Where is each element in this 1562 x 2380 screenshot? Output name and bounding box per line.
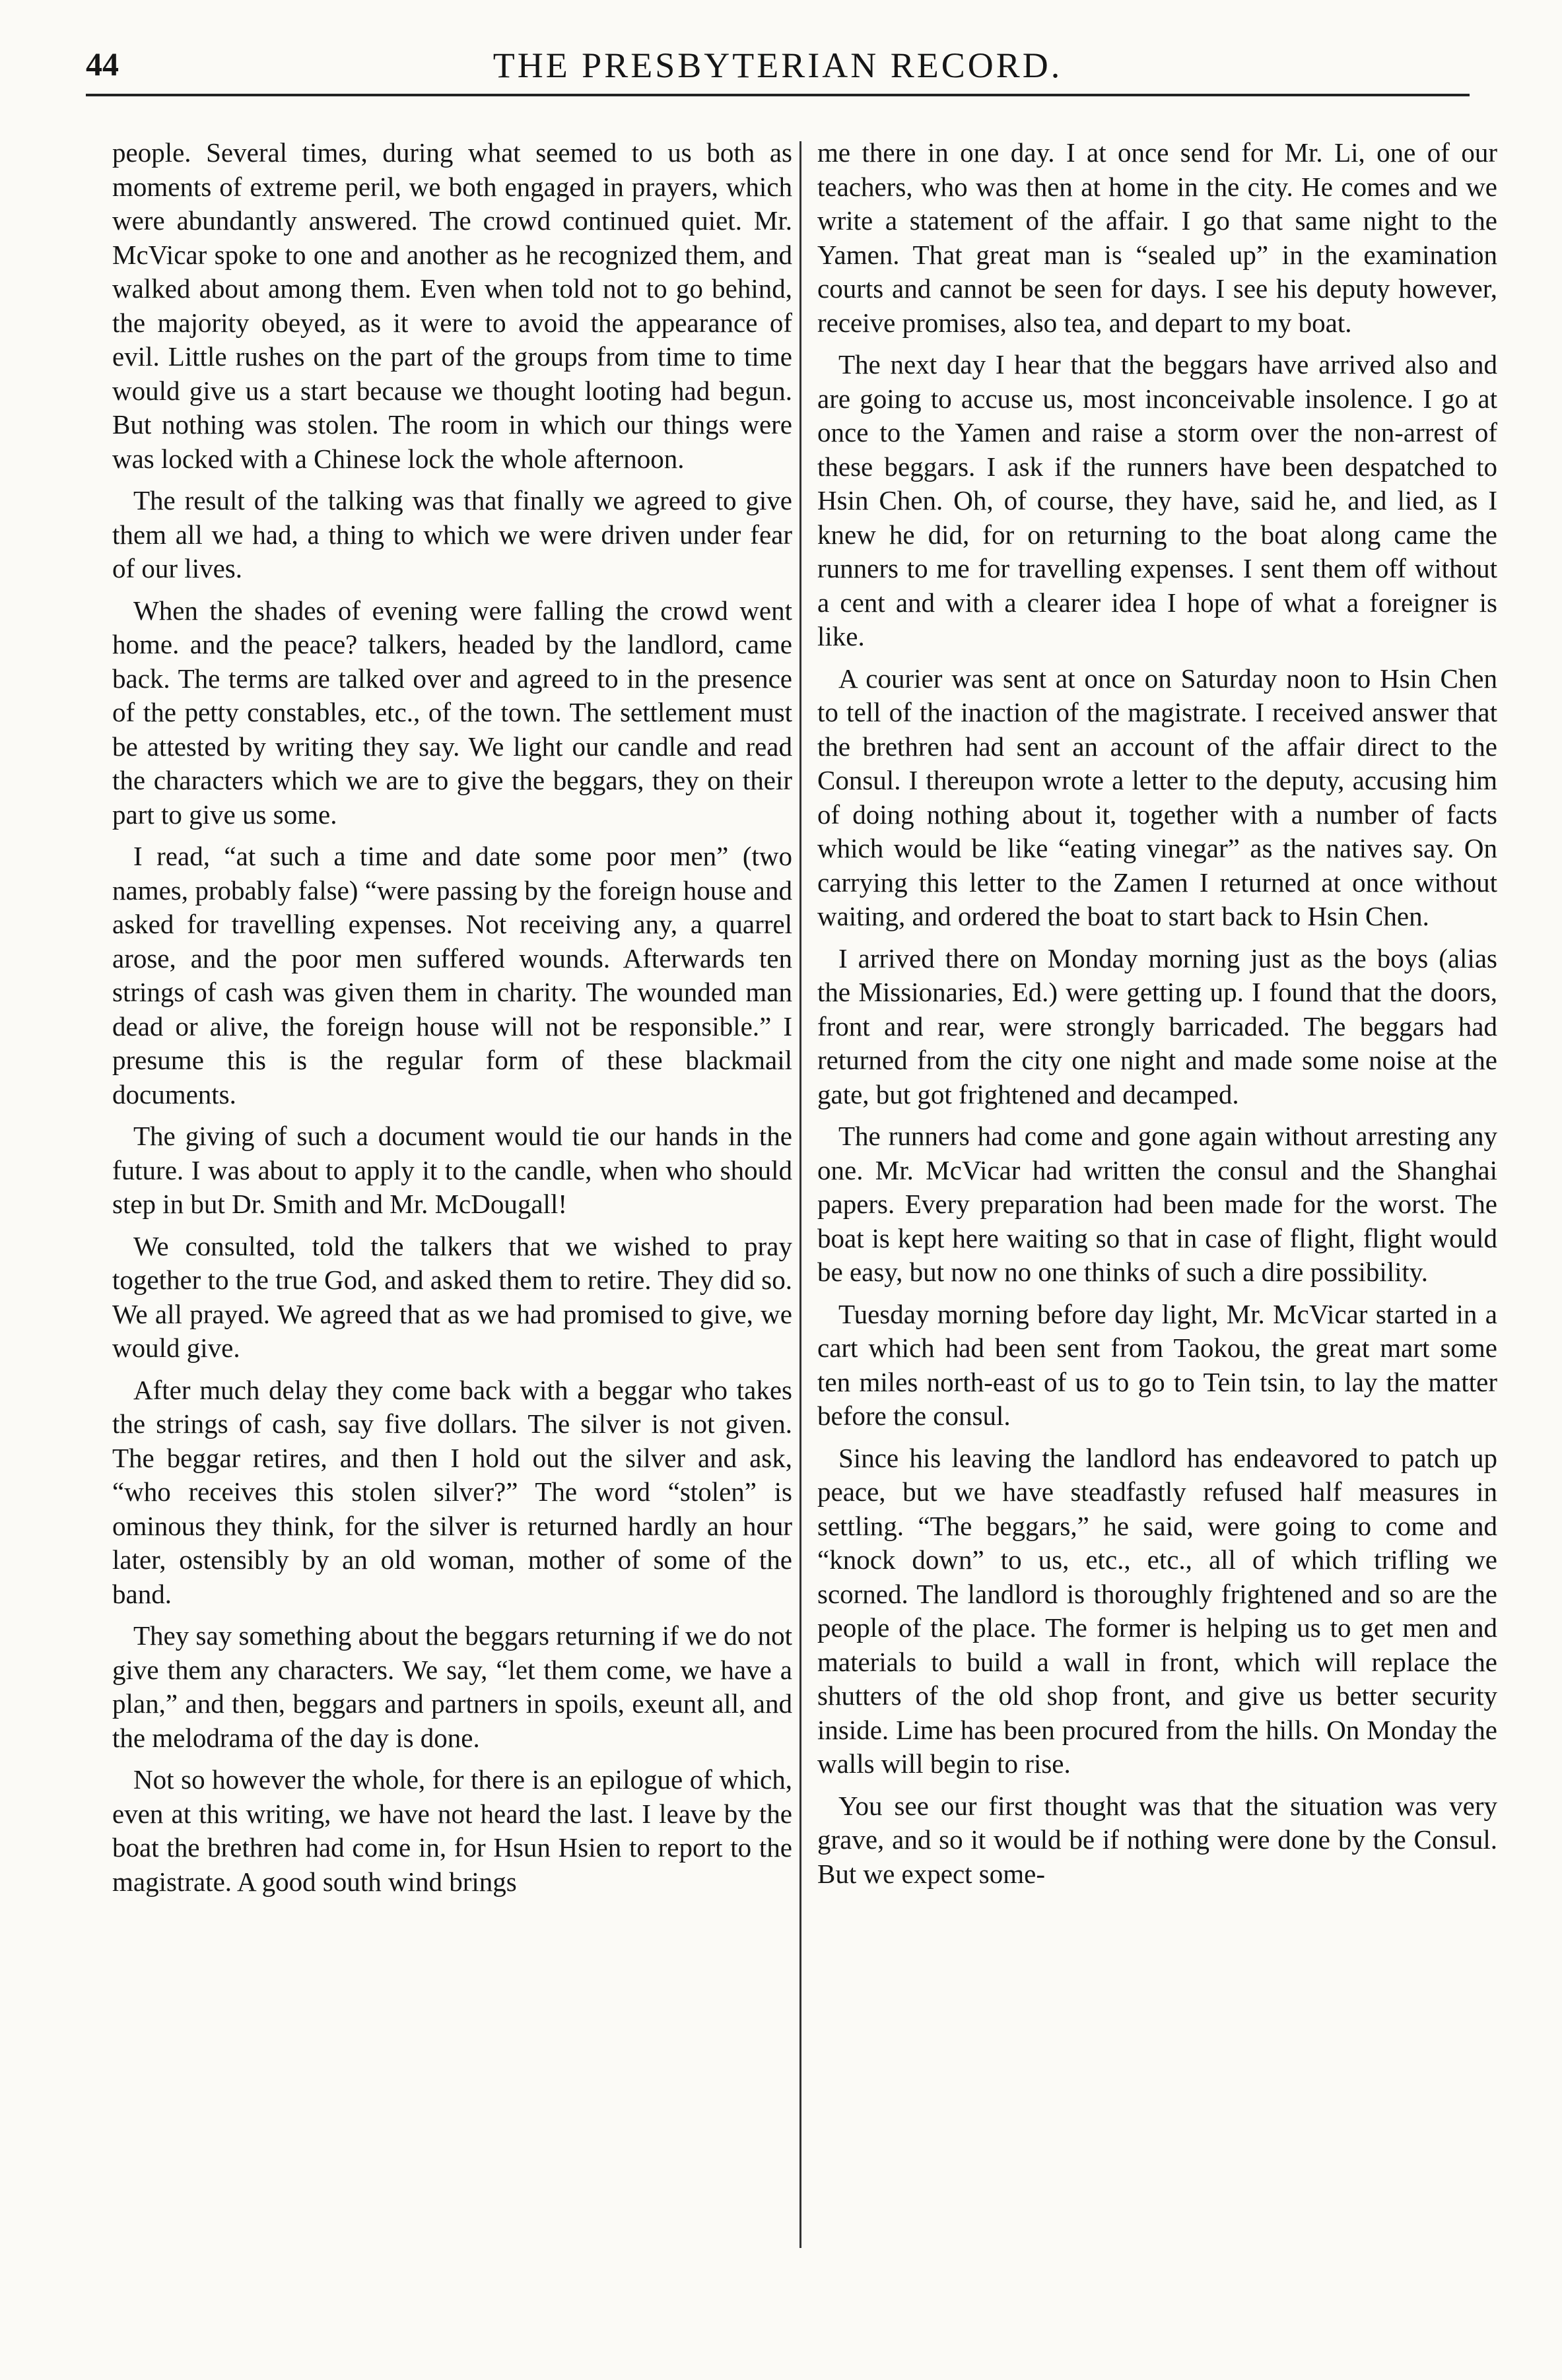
column-divider <box>799 141 801 2248</box>
page-number: 44 <box>86 46 119 83</box>
left-column <box>112 136 792 2281</box>
paragraph: Since his leaving the landlord has endeavored to patch up peace, but we have steadfastly refused half measures in settling. “The beggars,” he said, were going to come and “knock down” to us, etc., etc., all of which trifling we scorned. The landlord is thoroughly frightened and so are the people of the place. The former is helping us to get men and materials to build a wall in front, which will replace the shutters of the old shop front, and give us better security inside. Lime has been procured from the hills. On Monday the walls will begin to rise. <box>817 1442 1497 1779</box>
page-header <box>86 40 1470 92</box>
paragraph: The giving of such a document would tie our hands in the future. I was about to apply it to the candle, when who should step in but Dr. Smith and Mr. McDougall! <box>112 1121 792 1219</box>
paragraph: A courier was sent at once on Saturday noon to Hsin Chen to tell of the inaction of the magistrate. I received answer that the brethren had sent an account of the affair direct to the Consul. I thereupon wrote a letter to the deputy, accusing him of doing nothing about it, together with a number of facts which would be like “eating vinegar” as the natives say. On carrying this letter to the Zamen I returned at once without waiting, and ordered the boat to start back to Hsin Chen. <box>817 663 1497 931</box>
paragraph: You see our first thought was that the situation was very grave, and so it would be if nothing were done by the Consul. But we expect some- <box>817 1790 1497 1889</box>
paragraph: We consulted, told the talkers that we wished to pray together to the true God, and asked them to retire. They did so. We all prayed. We agreed that as we had promised to give, we would give. <box>112 1230 792 1363</box>
paragraph: I arrived there on Monday morning just as the boys (alias the Missionaries, Ed.) were getting up. I found that the doors, front and rear, were strongly barricaded. The beggars had returned from the city one night and made some noise at the gate, but got frightened and decamped. <box>817 942 1497 1109</box>
paragraph: Not so however the whole, for there is an epilogue of which, even at this writing, we have not heard the last. I leave by the boat the brethren had come in, for Hsun Hsien to report to the magistrate. A good south wind brings <box>112 1764 792 1897</box>
paragraph: After much delay they come back with a beggar who takes the strings of cash, say five dollars. The silver is not given. The beggar retires, and then I hold out the silver and ask, “who receives this stolen silver?” The word “stolen” is ominous they think, for the silver is returned hardly an hour later, ostensibly by an old woman, mother of some of the band. <box>112 1374 792 1609</box>
paragraph: The runners had come and gone again without arresting any one. Mr. McVicar had written the consul and the Shanghai papers. Every preparation had been made for the worst. The boat is kept here waiting so that in case of flight, flight would be easy, but now no one thinks of such a dire possibility. <box>817 1121 1497 1287</box>
paragraph: I read, “at such a time and date some poor men” (two names, probably false) “were passing by the foreign house and asked for travelling expenses. Not receiving any, a quarrel arose, and the poor men suffered wounds. Afterwards ten strings of cash was given them in charity. The wounded man dead or alive, the foreign house will not be responsible.” I presume this is the regular form of these blackmail documents. <box>112 841 792 1109</box>
paragraph: The result of the talking was that finally we agreed to give them all we had, a thing to which we were driven under fear of our lives. <box>112 485 792 583</box>
paragraph: me there in one day. I at once send for Mr. Li, one of our teachers, who was then at home in the city. He comes and we write a statement of the affair. I go that same night to the Yamen. That great man is “sealed up” in the examination courts and cannot be seen for days. I see his deputy however, receive promises, also tea, and depart to my boat. <box>817 137 1497 338</box>
paragraph: Tuesday morning before day light, Mr. McVicar started in a cart which had been sent from Taokou, the great mart some ten miles north-east of us to go to Tein tsin, to lay the matter before the consul. <box>817 1298 1497 1431</box>
paragraph: They say something about the beggars returning if we do not give them any characters. We say, “let them come, we have a plan,” and then, beggars and partners in spoils, exeunt all, and the melodrama of the day is done. <box>112 1620 792 1753</box>
paragraph: The next day I hear that the beggars have arrived also and are going to accuse us, most inconceivable insolence. I go at once to the Yamen and raise a storm over the non-arrest of these beggars. I ask if the runners have been despatched to Hsin Chen. Oh, of course, they have, said he, and lied, as I knew he did, for on returning to the boat along came the runners to me for travelling expenses. I sent them off without a cent and with a clearer idea I hope of what a foreigner is like. <box>817 349 1497 651</box>
right-column <box>817 136 1497 2281</box>
paragraph: people. Several times, during what seemed to us both as moments of extreme peril, we both engaged in prayers, which were abundantly answered. The crowd continued quiet. Mr. McVicar spoke to one and another as he recognized them, and walked about among them. Even when told not to go behind, the majority obeyed, as it were to avoid the appearance of evil. Little rushes on the part of the groups from time to time would give us a start because we thought looting had begun. But nothing was stolen. The room in which our things were was locked with a Chinese lock the whole afternoon. <box>112 137 792 474</box>
paragraph: When the shades of evening were falling the crowd went home. and the peace? talkers, headed by the landlord, came back. The terms are talked over and agreed to in the presence of the petty constables, etc., of the town. The settlement must be attested by writing they say. We light our candle and read the characters which we are to give the beggars, they on their part to give us some. <box>112 595 792 830</box>
header-rule <box>86 94 1470 96</box>
running-title: THE PRESBYTERIAN RECORD. <box>492 46 1063 85</box>
